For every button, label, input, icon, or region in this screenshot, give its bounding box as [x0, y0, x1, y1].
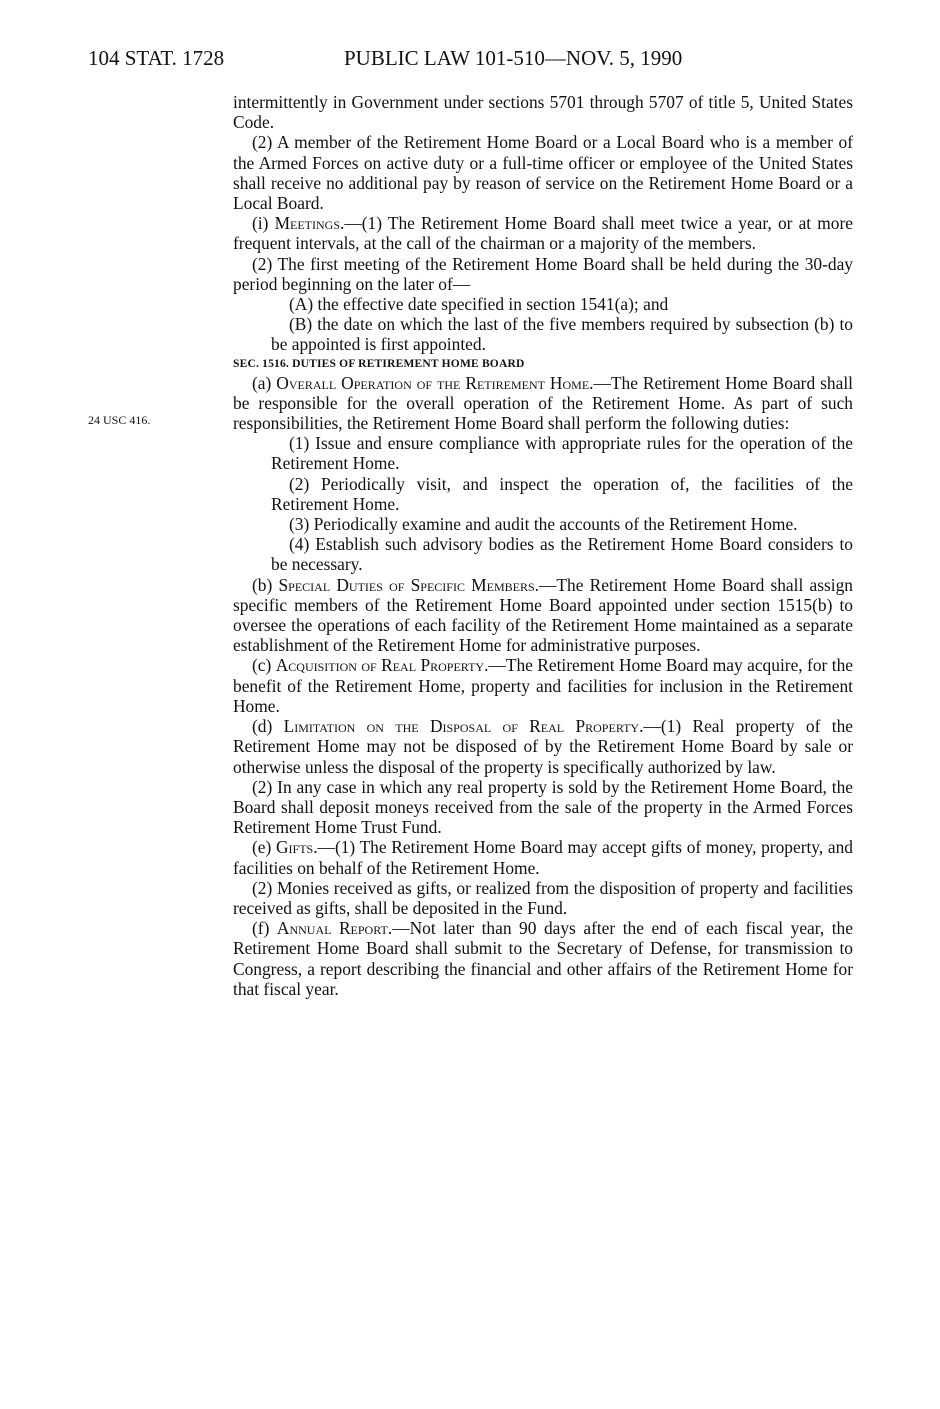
paragraph-a3: (3) Periodically examine and audit the accounts of the Retirement Home. — [289, 514, 798, 535]
statute-body — [233, 92, 853, 999]
subsection-text: .—Not later than 90 days after the end of each fiscal year, the Retirement Home Board shall submit to the Secretary of Defense, for transmission to Congress, a report describing the financial and other affairs of the Retirement Home for that fiscal year. — [233, 918, 853, 999]
subsection-label: (c) — [252, 655, 276, 676]
paragraph-i2: (2) The first meeting of the Retirement Home Board shall be held during the 30-day period beginning on the later of— — [233, 253, 853, 294]
subsection-label: (i) — [252, 213, 275, 234]
paragraph-d2: (2) In any case in which any real property is sold by the Retirement Home Board, the Board shall deposit moneys received from the sale of the property in the Armed Forces Retirement Home Trust Fund. — [233, 776, 853, 838]
page-reference: 104 STAT. 1728 — [88, 46, 225, 70]
margin-citation: 24 USC 416. — [88, 413, 151, 427]
subsection-label: (f) — [252, 918, 277, 939]
paragraph-a — [233, 373, 853, 434]
subsection-label: (e) — [252, 837, 276, 858]
subsection-heading: Acquisition of Real Property — [275, 655, 485, 676]
subsection-text: .—The Retirement Home Board may acquire, for the benefit of the Retirement Home, property and facilities for inclusion in the Retirement Home. — [233, 655, 853, 716]
subsection-text: .—(1) Real property of the Retirement Home may not be disposed of by the Retirement Home Board by sale or otherwise unless the disposal of the property is specifically authorized by law. — [233, 716, 853, 777]
subsection-text: .—(1) The Retirement Home Board may accept gifts of money, property, and facilities on behalf of the Retirement Home. — [233, 837, 853, 878]
subsection-label: (a) — [252, 372, 277, 393]
subsection-heading: Annual Report — [276, 918, 388, 939]
section-heading: SEC. 1516. DUTIES OF RETIREMENT HOME BOARD — [233, 357, 525, 370]
paragraph-f — [233, 918, 853, 999]
continued-paragraph: intermittently in Government under sections 5701 through 5707 of title 5, United States Code. — [233, 92, 853, 133]
subsection-text: .—The Retirement Home Board shall be responsible for the overall operation of the Retirement Home. As part of such responsibilities, the Retirement Home Board shall perform the following duties: — [233, 372, 853, 434]
paragraph-iB: (B) the date on which the last of the five members required by subsection (b) to be appointed is first appointed. — [271, 314, 853, 355]
paragraph-a2: (2) Periodically visit, and inspect the operation of, the facilities of the Retirement Home. — [271, 473, 853, 514]
law-title: PUBLIC LAW 101-510—NOV. 5, 1990 — [344, 46, 683, 70]
subsection-text: .—The Retirement Home Board shall assign specific members of the Retirement Home Board appointed under section 1515(b) to oversee the operations of each facility of the Retirement Home maintained as a separate establishment of the Retirement Home for administrative purposes. — [233, 574, 853, 656]
subsection-label: (d) — [252, 716, 284, 737]
subsection-heading: Special Duties of Specific Members — [278, 574, 535, 595]
subsection-heading: Limitation on the Disposal of Real Property — [283, 716, 640, 737]
paragraph-c — [233, 655, 853, 716]
paragraph-iA: (A) the effective date specified in section 1541(a); and — [289, 294, 669, 315]
paragraph-a4: (4) Establish such advisory bodies as the Retirement Home Board considers to be necessary. — [271, 534, 853, 575]
subsection-text: .—(1) The Retirement Home Board shall meet twice a year, or at more frequent intervals, at the call of the chairman or a majority of the members. — [233, 213, 854, 254]
paragraph-b — [233, 575, 853, 656]
subsection-label: (b) — [252, 574, 279, 595]
paragraph-e2: (2) Monies received as gifts, or realized from the disposition of property and facilities received as gifts, shall be deposited in the Fund. — [233, 877, 853, 918]
subsection-heading: Meetings — [274, 213, 341, 234]
paragraph-d — [233, 716, 853, 777]
running-header — [88, 44, 768, 74]
paragraph-h2: (2) A member of the Retirement Home Board or a Local Board who is a member of the Armed Forces on active duty or a full-time officer or employee of the United States shall receive no additional pay by reason of service on the Retirement Home Board or a Local Board. — [233, 132, 853, 214]
paragraph-a1: (1) Issue and ensure compliance with appropriate rules for the operation of the Retirement Home. — [271, 433, 853, 474]
paragraph-i-meetings — [233, 213, 853, 253]
paragraph-e — [233, 837, 853, 877]
subsection-heading: Gifts — [275, 837, 314, 858]
subsection-heading: Overall Operation of the Retirement Home — [276, 372, 590, 393]
